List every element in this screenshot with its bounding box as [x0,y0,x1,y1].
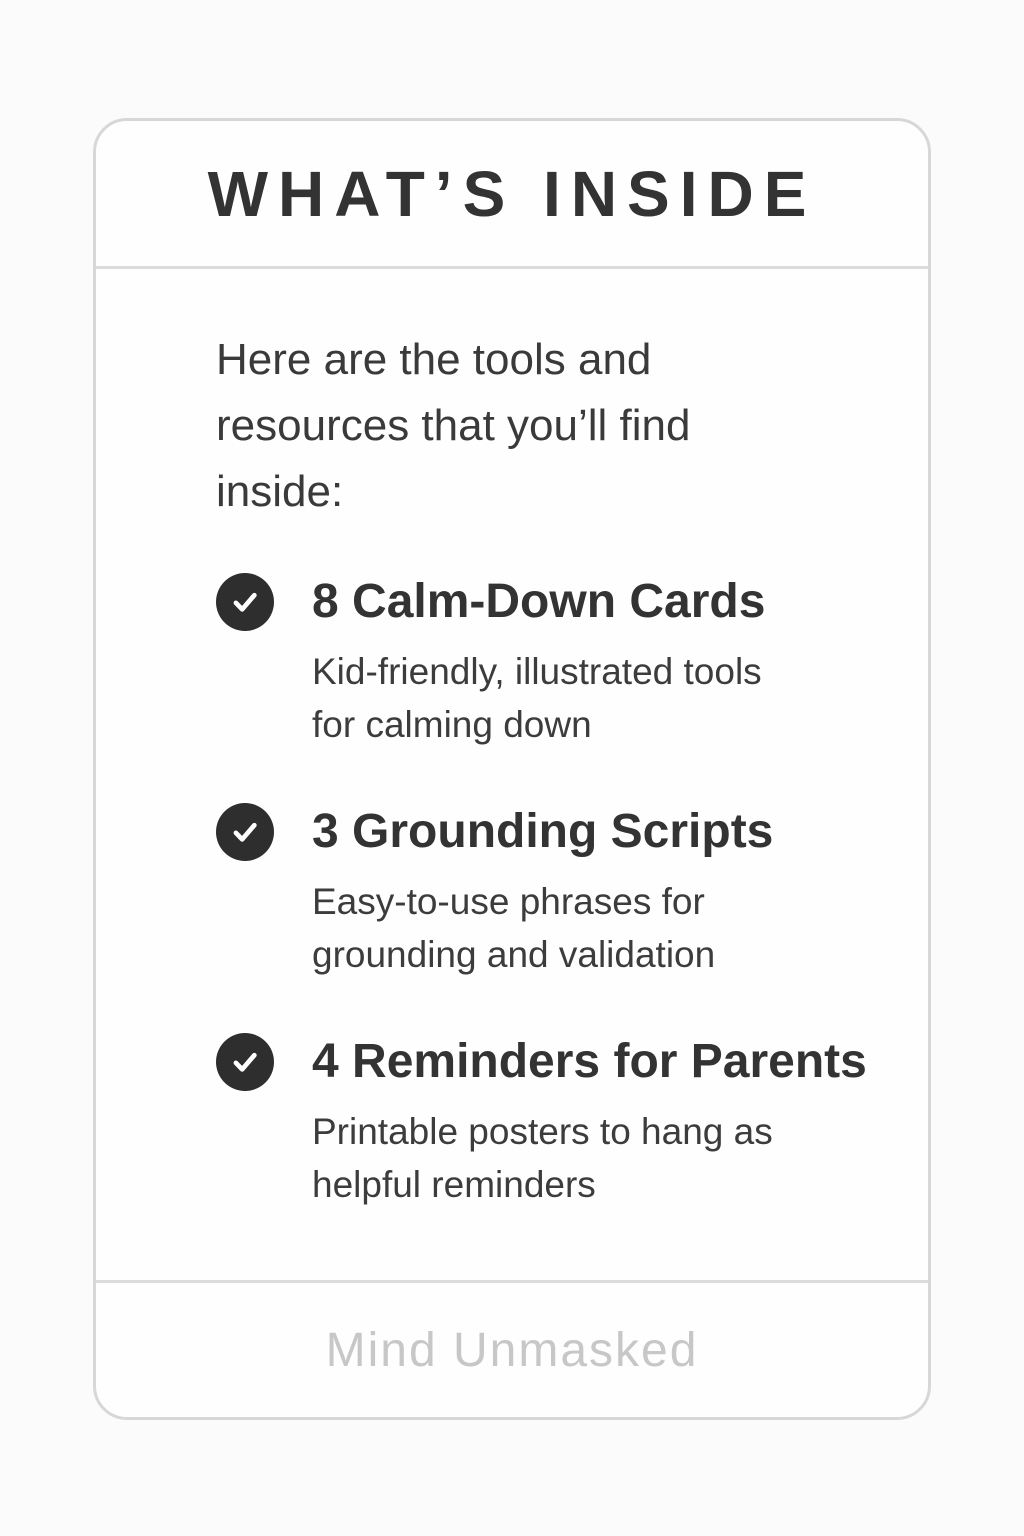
list-item-description [312,1105,867,1211]
card-header [96,121,928,269]
intro-line: resources that you’ll find [216,401,691,450]
list-item-text [312,803,773,981]
list-item-description [312,875,773,981]
brand-name: Mind Unmasked [325,1323,699,1377]
card-footer [96,1280,928,1417]
description-line: helpful reminders [312,1164,596,1205]
check-icon [216,803,274,861]
list-item [216,573,888,751]
feature-list [216,573,888,1211]
check-icon [216,1033,274,1091]
whats-inside-card [93,118,931,1420]
description-line: Printable posters to hang as [312,1111,773,1152]
description-line: Easy-to-use phrases for [312,881,705,922]
intro-text [216,327,888,525]
intro-line: Here are the tools and [216,335,652,384]
card-body [96,269,928,1280]
list-item-text [312,573,765,751]
list-item [216,803,888,981]
description-line: for calming down [312,704,592,745]
list-item-title: 3 Grounding Scripts [312,805,774,858]
check-icon [216,573,274,631]
intro-line: inside: [216,467,344,516]
page-title: WHAT’S INSIDE [207,157,817,230]
list-item-title: 8 Calm-Down Cards [312,575,766,628]
list-item-text [312,1033,867,1211]
description-line: Kid-friendly, illustrated tools [312,651,762,692]
list-item [216,1033,888,1211]
list-item-title: 4 Reminders for Parents [312,1035,867,1088]
list-item-description [312,645,765,751]
description-line: grounding and validation [312,934,716,975]
